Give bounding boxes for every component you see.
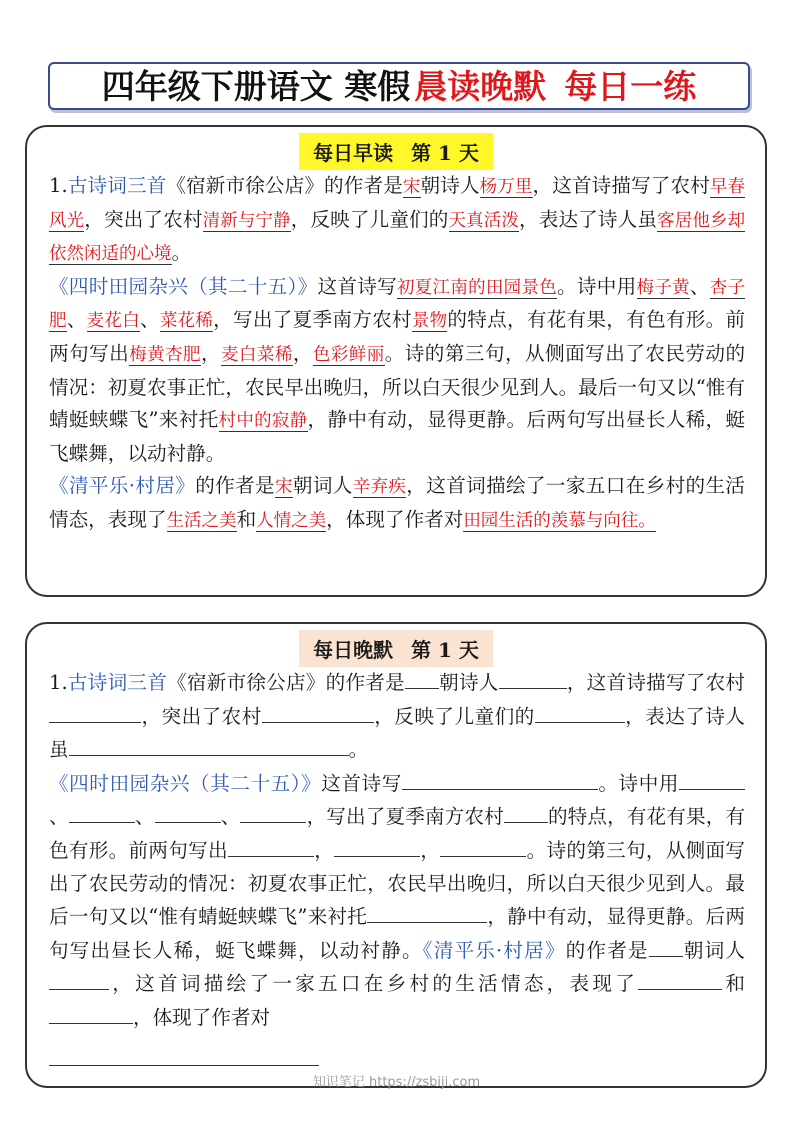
answer: 客居他乡却依然闲适的心境: [49, 210, 746, 265]
text: ，突出了农村: [141, 704, 262, 728]
text: 、: [689, 274, 710, 298]
evening-dictation-panel: [25, 622, 767, 1088]
morning-heading-day: 第 1 天: [411, 141, 479, 165]
blank-field[interactable]: [679, 767, 745, 790]
text: 朝诗人: [420, 174, 480, 197]
text: ，这首词描绘了一家五口在乡村的生活情态，表现了: [109, 972, 639, 996]
text: 。诗的第三句，从侧面写出了农民劳动的情况：初夏农事正忙，农民早出晚归，所以白天很少见到人。最后一句又以“惟有蜻蜓蛱蝶飞”来衬托: [49, 838, 746, 929]
text: 的特点，有花有果，有色有形。前两句写出: [49, 308, 746, 365]
text: 朝词人: [682, 938, 746, 962]
text: 。诗中用: [597, 771, 680, 795]
blank-field[interactable]: [402, 767, 598, 790]
page-title: [48, 62, 750, 110]
morning-heading-label: 每日早读: [313, 141, 394, 165]
text: 。诗中用: [557, 274, 637, 298]
answer: 天真活泼: [448, 210, 520, 231]
answer: 菜花稀: [159, 311, 214, 332]
footer-source: 知识笔记 https://zsbiji.com: [312, 1075, 481, 1090]
text: 的特点，有花有果，有色有形。前两句写出: [49, 805, 746, 862]
blank-field[interactable]: [49, 1035, 319, 1066]
text: ，这首诗描写了农村: [532, 174, 710, 197]
answer: 辛弃疾: [352, 477, 407, 498]
blank-field[interactable]: [228, 834, 314, 857]
section-label: 古诗词三首: [67, 174, 167, 197]
text: ，突出了农村: [84, 207, 203, 231]
blank-field[interactable]: [240, 800, 306, 823]
blank-field[interactable]: [334, 834, 420, 857]
answer: 色彩鲜丽: [312, 344, 385, 365]
text: ，表达了诗人虽: [49, 704, 746, 762]
poem-title: 《清平乐·村居》: [49, 474, 196, 498]
morning-paragraph-3: [49, 470, 745, 537]
title-main: 四年级下册语文 寒假: [101, 66, 411, 106]
blank-field[interactable]: [367, 900, 487, 923]
morning-paragraph-2: [49, 271, 745, 471]
text: 、: [134, 805, 155, 829]
blank-field[interactable]: [155, 800, 221, 823]
blank-field[interactable]: [49, 967, 109, 990]
answer: 宋: [402, 177, 421, 197]
text: 的作者是: [195, 474, 276, 498]
blank-field[interactable]: [638, 967, 722, 990]
text: ，写出了夏季南方农村: [306, 805, 504, 829]
item-number: 1.: [49, 174, 68, 197]
poem-title: 《四时田园杂兴（其二十五）》: [49, 771, 322, 795]
answer: 麦花白: [86, 311, 140, 332]
blank-field[interactable]: [504, 800, 548, 823]
text: 和: [722, 972, 746, 996]
answer: 田园生活的羡慕与向往。: [463, 510, 656, 531]
text: 和: [236, 507, 257, 531]
answer: 梅黄杏肥: [129, 344, 201, 365]
text: ，体现了作者对: [326, 507, 464, 531]
text: 、: [220, 805, 241, 829]
blank-field[interactable]: [49, 1001, 133, 1024]
title-daily: 每日一练: [564, 66, 697, 106]
evening-heading-day: 第 1 天: [411, 638, 479, 662]
text: ，这首词描绘了一家五口在乡村的生活情态，表现了: [49, 474, 746, 531]
blank-field[interactable]: [440, 834, 526, 857]
blank-field[interactable]: [69, 800, 135, 823]
evening-paragraph-3: [49, 1035, 745, 1077]
title-highlight: 晨读晚默: [414, 66, 547, 106]
text: 《宿新市徐公店》的作者是: [167, 671, 405, 694]
text: ，: [420, 838, 441, 862]
answer: 村中的寂静: [218, 411, 308, 432]
section-label: 古诗词三首: [67, 671, 168, 694]
text: 《宿新市徐公店》的作者是: [166, 174, 403, 197]
morning-body: [49, 170, 745, 538]
blank-field[interactable]: [69, 733, 349, 756]
text: ，表达了诗人虽: [519, 207, 658, 231]
blank-field[interactable]: [49, 700, 141, 723]
evening-heading: [299, 630, 493, 667]
text: 这首诗写: [317, 274, 397, 298]
text: ，静中有动，显得更静。后两句写出昼长人稀，蜓飞蝶舞，以动衬静。: [49, 905, 745, 962]
evening-heading-label: 每日晚默: [313, 638, 394, 662]
answer: 景物: [411, 311, 448, 332]
morning-heading: [299, 133, 493, 170]
text: ，静中有动，显得更静。后两句写出昼长人稀，蜓飞蝶舞，以动衬静。: [49, 408, 746, 465]
answer: 宋: [275, 477, 293, 498]
text: 。: [348, 738, 369, 762]
answer: 清新与宁静: [202, 210, 291, 231]
text: ，: [313, 838, 335, 862]
evening-paragraph-1: [49, 666, 745, 767]
text: ，反映了儿童们的: [290, 207, 449, 231]
answer: 生活之美: [166, 510, 237, 531]
blank-field[interactable]: [405, 666, 439, 689]
text: 朝词人: [292, 474, 353, 498]
text: ，体现了作者对: [133, 1005, 271, 1029]
answer: 初夏江南的田园景色: [396, 277, 558, 298]
morning-paragraph-1: [49, 170, 745, 271]
text: 、: [139, 308, 160, 332]
text: ，反映了儿童们的: [373, 704, 535, 728]
poem-title: 《清平乐·村居》: [422, 938, 566, 962]
blank-field[interactable]: [499, 666, 567, 689]
text: 的作者是: [565, 938, 649, 962]
text: 、: [49, 805, 69, 829]
answer: 梅子黄: [636, 277, 690, 298]
evening-body: [49, 666, 745, 1076]
text: ，: [201, 341, 222, 365]
text: ，写出了夏季南方农村: [213, 308, 412, 332]
text: 。诗的第三句，从侧面写出了农民劳动的情况：初夏农事正忙，农民早出晚归，所以白天很少见到人。最后一句又以“惟有蜻蜓蛱蝶飞”来衬托: [49, 341, 746, 432]
text: 朝诗人: [438, 671, 499, 694]
answer: 人情之美: [256, 510, 327, 531]
item-number: 1.: [49, 671, 68, 694]
blank-field[interactable]: [649, 934, 683, 957]
text: ，: [292, 341, 313, 365]
text: 。: [171, 241, 192, 265]
answer: 杏子肥: [49, 277, 746, 332]
evening-paragraph-2: [49, 767, 745, 1035]
blank-field[interactable]: [535, 700, 625, 723]
text: 这首诗写: [321, 771, 402, 795]
answer: 早春风光: [49, 177, 746, 231]
answer: 麦白菜稀: [221, 344, 293, 365]
morning-reading-panel: [25, 125, 767, 597]
text: 、: [66, 308, 87, 332]
text: ，这首诗描写了农村: [566, 671, 746, 694]
blank-field[interactable]: [262, 700, 374, 723]
poem-title: 《四时田园杂兴（其二十五）》: [49, 274, 318, 298]
answer: 杨万里: [479, 177, 533, 197]
